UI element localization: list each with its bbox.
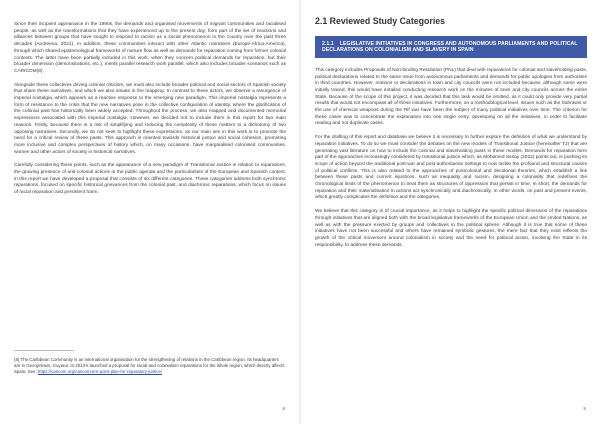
subsection-banner <box>315 36 587 58</box>
left-page-body <box>14 22 286 204</box>
right-paragraph-2: For the drafting of this report and database we believe it is necessary to further explore the definition of what we understand by reparation initiatives. To do so we must consider the debates on the new models of Transitional Justice (hereinafter TJ) that are generating vast literature on how to include the colonial and slaveholding pasts in these models. Demands for reparation form part of the approaches increasingly considered by transitional justice which, as Mohamed Sesay (2022) points out, is pushing its scope of action beyond the traditional post-war and post-authoritarian settings to now tackle the profound and structural causes of political conflicts. This is also related to the approaches of postcolonial and decolonial theories, which establish a link between these pasts and current injustices, such as inequality and racism, designing a coloniality that redefines the chronological limits of the phenomenon to treat them as structures of oppression that persist in time. In short, the demands for reparation and their materialisation in actions act synchronically and diachronically. In other words, on past and present events, which greatly complicates the definition and the categories. <box>315 135 587 201</box>
page-number-left: 8 <box>282 407 285 412</box>
footnote-body: (8) The Caribbean Community is an international organisation for the strengthening of relations in the Caribbean region. Its headquarters are in Georgetown, Guyana. In 2013 it launched a proposal for racial and colonialism reparations for the whole region, which directly affects Spain. See: <box>14 357 285 375</box>
right-page <box>301 0 600 424</box>
footnote-divider <box>14 350 74 351</box>
left-paragraph-1: Since their incipient appearance in the 1990s, the demands and organised movements of migrant communities and racialised people, as well as the transformations that they have experienced up to the present day, form part of the set of reactions and alliances between groups that have sought to respond to racism as a social phenomenon in the country over the past three decades (Andreeva, 2021). In addition, these communities interact with other Atlantic narratives (Europe-Africa-America), through which shared epistemological frameworks of nurture flow as well as demands for reparation coming from former colonial contexts. The latter have been partially included in this work, when they concern political demands for reparation, but their broader dimension (demonstrations, etc.), merits parallel research work parallel, which also includes broader scenarios such as CARICOM(8). <box>14 22 286 74</box>
section-title: 2.1 Reviewed Study Categories <box>315 16 446 26</box>
right-paragraph-3: We believe that this category is of crucial importance, as it helps to highlight the specific political dimension of the reparations through initiatives that are aligned both with the broad legislative frameworks of the European Union and the United Nations, as well as with the pressure exerted by groups and collectives in the political sphere. Although it is true that some of these initiatives have not been successful and others have remained symbolic gestures, the mere fact that they exist reflects the growth of the critical movement around colonialism in society and the need for political action, involving the State in its responsibility, to address these demands. <box>315 209 587 248</box>
footnote-link[interactable]: https://caricom.org/caricom-ten-point-plan-for-reparatory-justice/ <box>37 369 163 375</box>
left-paragraph-3: Carefully considering these points, such as the appearance of a new paradigm of Transitional Justice in relation to reparations, the growing presence of anti-colonial actions in the public agenda and the particularities of the European and Spanish context, in this report we have developed a proposal that consists of six different categories. These categories address both synchronic reparations, focused on specific historical grievances from the colonial past, and diachronic reparations, which focus on issues of racial reparation and persistent harm. <box>14 163 286 196</box>
page-number-right: 9 <box>583 407 586 412</box>
subsection-title: LEGISLATIVE INITIATIVES IN CONGRESS AND AUTONOMOUS PARLIAMENTS AND POLITICAL DECLARATIONS ON COLONIALISM AND SLAVERY IN SPAIN <box>322 41 578 54</box>
left-paragraph-2: Alongside these collectives driving colonial criticism, we must also include broader political and social sectors of Spanish society that share these narratives, and which we also situate in the mapping. In contrast to these actors, we observe a resurgence of imperial nostalgia, which appears as a reactive response to the emerging new paradigm. This imperial nostalgia represents a form of resistance to the crisis that the new narratives pose in the collective configuration of identity, where the glorification of the colonial past has historically been widely accepted. Throughout the process, we also mapped and documented memorial expressions associated with this imperial nostalgia. However, we decided not to include them in this report for two main reasons. Firstly, because there is a risk of simplifying and reducing the complexity of these matters to a dichotomy of two opposing narratives. Secondly, we do not seek to highlight these expressions, as our main aim in this work is to promote the need for a critical review of these pasts. This approach is oriented towards historical justice and social cohesion, promoting more inclusive and complex perspectives of history which, on many occasions, have marginalised colonised communities, women and other actors of society in historical narratives. <box>14 82 286 155</box>
footnote <box>14 350 286 375</box>
right-paragraph-1: This category includes Proposals of Non-binding Resolution (PNL) that deal with reparations for colonial and slaveholding pasts, political declarations related to the same issue from autonomous parliaments and demands for public apologies from authorities in third countries. However, motions or declarations in town and city councils were not included because, although some were initially traced, this would have entailed conducting research work on the minutes of town and city councils across the entire State. Because of the scope of this project, it was decided that this task would be omitted, as it could only provide very partial results that would not encompass all of these initiatives. Furthermore, on a methodological level, issues such as the Sahrawis or the use of chemical weapons during the Rif war have been the subject of many political initiatives over time. The criterion for these cases was to concentrate the explanation into one single entry, developing on all the initiatives, in order to facilitate reading and not duplicate cases. <box>315 67 587 127</box>
subsection-number: 2.1.1 <box>322 41 334 47</box>
right-page-body <box>315 16 587 256</box>
left-page <box>0 0 299 424</box>
footnote-text <box>14 357 286 375</box>
